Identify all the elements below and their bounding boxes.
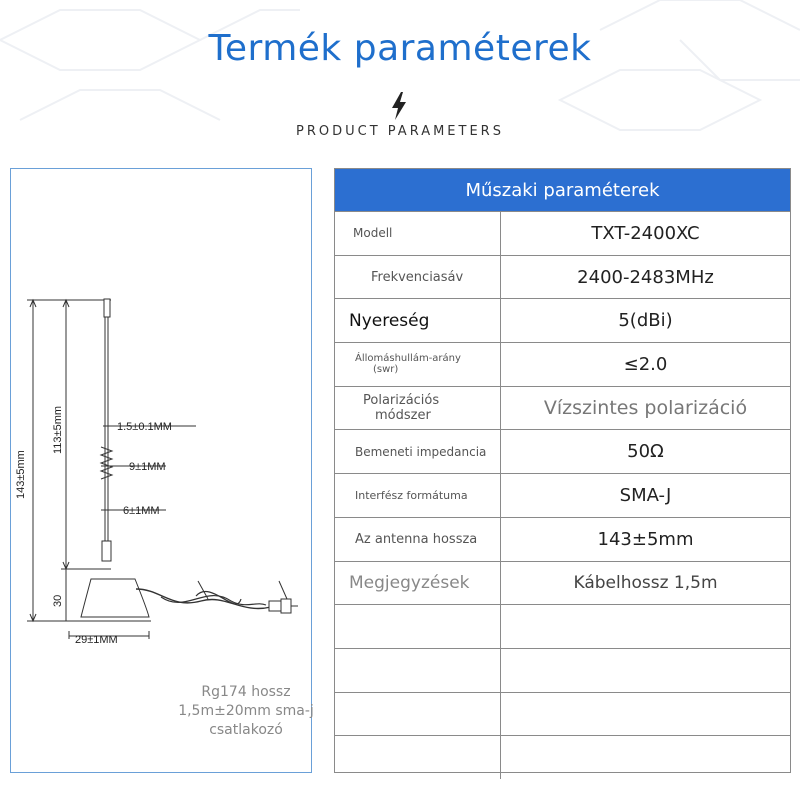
antenna-diagram-panel [10, 168, 312, 773]
row-value [501, 605, 790, 648]
spec-table [334, 168, 791, 773]
row-value [501, 736, 790, 779]
table-row [335, 386, 790, 430]
row-label: Megjegyzések [335, 562, 501, 605]
table-row [335, 692, 790, 736]
row-label: Frekvenciasáv [335, 256, 501, 299]
cable-label [171, 683, 321, 740]
row-value: 2400-2483MHz [577, 266, 714, 288]
row-label: Bemeneti impedancia [335, 430, 501, 473]
row-value: 143±5mm [597, 528, 694, 550]
dim-lower-rod-diameter: 6±1MM [123, 505, 160, 517]
row-label-line-2: (swr) [373, 364, 399, 376]
table-row [335, 648, 790, 692]
dim-total-height: 143±5mm [15, 450, 27, 499]
table-row [335, 429, 790, 473]
dim-rod-diameter: 1.5±0.1MM [117, 421, 172, 433]
table-row [335, 604, 790, 648]
row-label [335, 736, 501, 779]
row-label: Nyereség [335, 299, 501, 342]
page-subtitle: PRODUCT PARAMETERS [296, 124, 504, 139]
dim-coil-diameter: 9±1MM [129, 461, 166, 473]
row-label-line-2: módszer [375, 408, 431, 424]
row-label: Interfész formátuma [335, 474, 501, 517]
row-value: ≤2.0 [623, 353, 668, 375]
cable-label-line-1: Rg174 hossz [201, 684, 291, 700]
row-value: Kábelhossz 1,5m [573, 572, 718, 593]
table-row [335, 298, 790, 342]
cable-label-line-2: 1,5m±20mm sma-j [178, 703, 314, 719]
row-label: Az antenna hossza [335, 518, 501, 561]
table-row [335, 342, 790, 386]
page-title: Termék paraméterek [208, 28, 592, 69]
row-value: 50Ω [627, 441, 664, 463]
lightning-bolt-icon [388, 92, 410, 120]
row-value: 5(dBi) [618, 310, 673, 332]
row-label: Modell [335, 212, 501, 255]
row-label [335, 693, 501, 736]
spec-table-header: Műszaki paraméterek [335, 169, 790, 211]
table-row [335, 735, 790, 779]
cable-label-line-3: csatlakozó [209, 722, 283, 738]
row-value: SMA-J [619, 484, 672, 506]
row-value [501, 649, 790, 692]
dim-antenna-height: 113±5mm [52, 405, 64, 454]
antenna-drawing [11, 169, 311, 772]
row-label [335, 605, 501, 648]
row-label [335, 343, 501, 386]
row-label [335, 649, 501, 692]
table-row [335, 473, 790, 517]
row-label-line-1: Polarizációs [363, 393, 440, 409]
row-label-line-1: Állomáshullám-arány [355, 353, 461, 365]
table-row [335, 211, 790, 255]
dim-base-height: 30 [52, 594, 64, 607]
table-row [335, 561, 790, 605]
dim-base-diameter: 29±1MM [75, 634, 118, 646]
row-label [335, 387, 501, 430]
row-value: Vízszintes polarizáció [543, 397, 748, 420]
table-row [335, 517, 790, 561]
row-value: TXT-2400XC [591, 222, 700, 244]
row-value [501, 693, 790, 736]
table-row [335, 255, 790, 299]
